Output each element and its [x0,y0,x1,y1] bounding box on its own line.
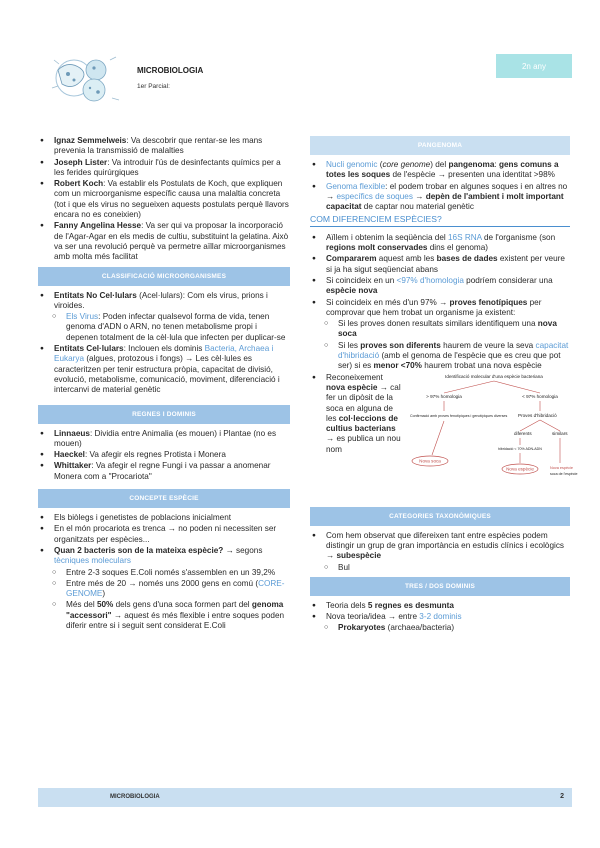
categories-list [310,531,570,573]
list-item: ○ Més del 50% dels gens d'una soca formen part del genoma "accessori" → aquest és més flexible i entre soques poden diferir entre si i seguit sent considerat E.Coli [38,600,290,631]
list-item: ● Joseph Lister: Va introduir l'ús de desinfectants químics per a les ferides quirúrgiques [38,158,290,179]
section-heading-especie: CONCEPTE ESPÈCIE [38,489,290,508]
diagram-nova-especie: Nova espècie [506,466,534,472]
section-heading-categories: CATEGORIES TAXONÒMIQUES [310,507,570,526]
list-item: ● Nucli genomic (core genome) del pangenoma: gens comuns a totes les soques de l'espècie → presenten una identitat >98% [310,160,570,181]
diagram-nova-especie-label: Nova espècie [550,465,574,470]
reconeixement-list [310,373,402,455]
diagram-top-node: Identificació molecular d'una espècie bacteriana [445,373,543,379]
year-badge: 2n any [496,54,572,78]
pangenoma-list [310,160,570,212]
list-item: ○ Si les proves son diferents haurem de veure la seva capacitat d'hibridació (amb el genoma de l'espècie que es creu que pot ser) si es menor <70% haurem trobat una nova espècie [310,341,570,372]
diagram-right-branch: < 97% homologia [522,393,558,399]
microbe-logo-icon [44,48,126,108]
page-footer [38,788,572,807]
list-item: ● Si coincideix en un <97% d'homologia podríem considerar una espècie nova [310,276,570,297]
section-heading-diferenciem: COM DIFERENCIEM ESPÈCIES? [310,214,570,226]
diagram-especie-descrita: soca de l'espècie [550,471,578,476]
list-item: ● Si coincideix en més d'un 97% → proves fenotípiques per comprovar que hem trobat un organisme ja existent: [310,298,570,319]
list-item: ● Els biòlegs i genetistes de poblacions inicialment [38,513,290,523]
diagram-left-branch: > 97% homologia [426,393,462,399]
list-item: ○ Prokaryotes (archaea/bacteria) [310,623,570,633]
list-item: ● Quan 2 bacteris son de la mateixa espècie? → segons tècniques moleculars [38,546,290,567]
list-item: ● Nova teoria/idea → entre 3-2 dominis [310,612,570,622]
list-item: ● Whittaker: Va afegir el regne Fungi i va passar a anomenar Monera com a "Procariota" [38,461,290,482]
diagram-mid-right: Proves d'hibridació [518,412,557,418]
left-column [38,136,290,632]
regnes-list [38,429,290,482]
document-title: MICROBIOLOGIA [137,66,204,75]
list-item: ● Genoma flexible: el podem trobar en algunes soques i en altres no → específics de soques → depèn de l'ambient i molt important capacitat de captar nou material genètic [310,182,570,213]
classification-list [38,291,290,396]
identification-flow-diagram [402,371,578,497]
page-number: 2 [560,793,564,800]
list-item: ● Aïllem i obtenim la seqüència del 16S RNA de l'organisme (son regions molt conservades dins el genoma) [310,233,570,254]
right-column [310,136,578,635]
diagram-nova-soca: Nova soca [419,458,441,464]
section-heading-dominis: TRES / DOS DOMINIS [310,577,570,596]
footer-title: MICROBIOLOGIA [110,794,160,800]
list-item: ● Haeckel: Va afegir els regnes Protista i Monera [38,450,290,460]
list-item: ● Ignaz Semmelweis: Va descobrir que rentar-se les mans prevenia la transmissió de malalties [38,136,290,157]
section-heading-classificacio: CLASSIFICACIÓ MICROORGANISMES [38,267,290,286]
list-item: ● Fanny Angelina Hesse: Va ser qui va proposar la incorporació de l'Agar-Agar en els medis de cultiu, substituint la gelatina. Això va ser una revolució perquè va permetre aïllar microorganismes amb molta més facilitat [38,221,290,262]
diagram-mid-left: Confirmació amb proves fenotípiques i genotípiques diverses [410,413,508,418]
list-item: ○ Entre més de 20 → només uns 2000 gens en comú (CORE-GENOME) [38,579,290,600]
list-item: ● Compararem aquest amb les bases de dades existent per veure si ja ha sigut seqüenciat abans [310,254,570,275]
diferenciem-list [310,233,570,372]
list-item: ○ Els Virus: Poden infectar qualsevol forma de vida, tenen genoma d'ADN o ARN, no tenen metabolisme propi i depenen totalment de la cèl·lula que infecten per duplicar-se [38,312,290,343]
list-item: ● Linnaeus: Dividia entre Animalia (es mouen) i Plantae (no es mouen) [38,429,290,450]
section-heading-regnes: REGNES I DOMINIS [38,405,290,424]
list-item: ○ Si les proves donen resultats similars identifiquem una nova soca [310,319,570,340]
list-item: ○ Bul [310,563,570,573]
list-item: ● Robert Koch: Va establir els Postulats de Koch, que expliquen com un microorganisme específic causa una malaltia concreta (tot i que els virus no segueixen aquests postulats perquè llavors encara no es coneixien) [38,179,290,220]
list-item: ● Com hem observat que difereixen tant entre espècies podem distingir un grup de gran importància en estudis clínics i ecològics → subespècie [310,531,570,562]
list-item: ● Entitats Cel·lulars: Inclouen els dominis Bacteria, Archaea i Eukarya (algues, protozous i fongs) → Les cèl·lules es caracteritzen per tenir estructura pròpia, capacitat de divisió, evolució, metabolisme, comunicació, moviment, diferenciació i intercanvi de material genètic [38,344,290,395]
diagram-similars: similars [552,430,568,436]
list-item: ● Entitats No Cel·lulars (Acel·lulars): Com els virus, prions i viroides. [38,291,290,312]
section-heading-pangenoma: PANGENOMA [310,136,570,155]
history-list [38,136,290,263]
document-subtitle: 1er Parcial: [137,83,170,90]
species-identification-block [310,372,578,495]
list-item: ● Reconeixement nova espècie → cal fer un dipòsit de la soca en alguna de les col·leccions de cultius bacterians → es publica un nou nom [310,373,402,455]
list-item: ● Teoria dels 5 regnes es desmunta [310,601,570,611]
diagram-hyb-threshold: hibridació < 70% ADN-ADN [498,446,542,451]
diagram-diferents: diferents [514,430,532,436]
list-item: ○ Entre 2-3 soques E.Coli només s'assemblen en un 39,2% [38,568,290,578]
dominis-list [310,601,570,634]
especie-list [38,513,290,631]
list-item: ● En el món procariota es trenca → no poden ni necessiten ser organitzats per espècies... [38,524,290,545]
